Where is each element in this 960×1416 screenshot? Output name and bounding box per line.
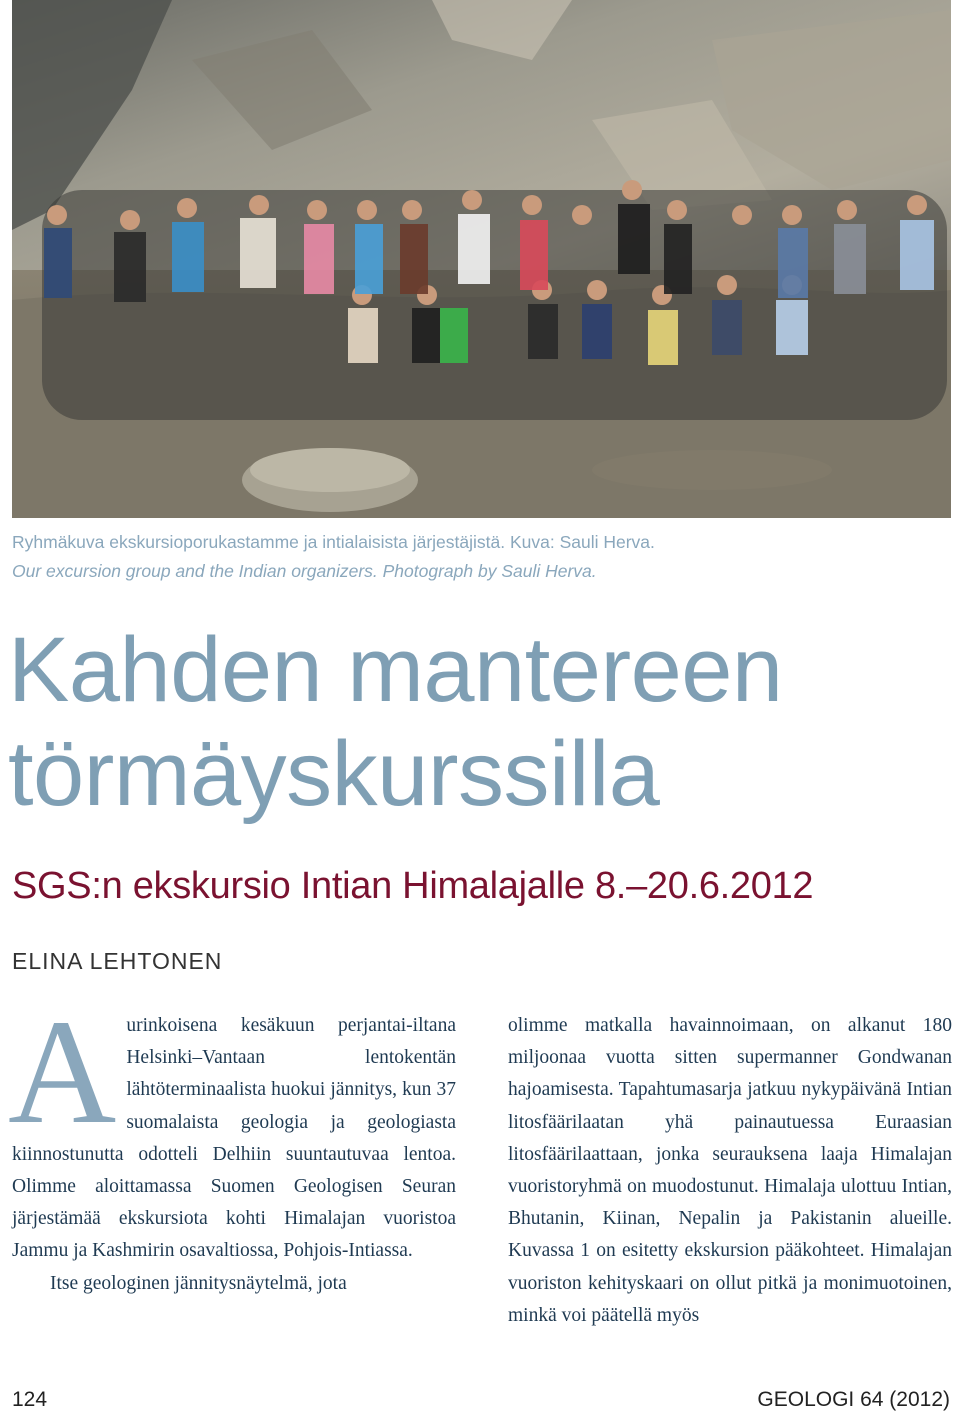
- body-column-left: [8, 989, 456, 1300]
- body-column-right: [508, 1010, 952, 1332]
- paragraph-2: Itse geologinen jännitysnäytelmä, jota: [50, 1272, 347, 1294]
- author-byline: ELINA LEHTONEN: [12, 948, 223, 974]
- caption-english: Our excursion group and the Indian organizers. Photograph by Sauli Herva.: [12, 561, 597, 581]
- title-line-2: törmäyskurssilla: [8, 723, 660, 825]
- group-photo-image: [12, 0, 951, 518]
- photo-caption: [12, 528, 942, 586]
- paragraph-1-text: urinkoisena kesäkuun perjantai-iltana Helsinki–Vantaan lentokentän lähtöterminaalista huokui jännitys, kun 37 suomalaista geologia ja geologiasta kiinnostunutta odotteli Delhiin suuntautuvaa lentoa. Olimme aloittamassa Suomen Geologisen Seuran järjestämää ekskursiota kohti Himalajan vuoristoa Jammu ja Kashmirin osavaltiossa, Pohjois-Intiassa.: [12, 1015, 456, 1262]
- paragraph-3: olimme matkalla havainnoimaan, on alkanut 180 miljoonaa vuotta sitten supermanner Gondwanan hajoamisesta. Tapahtumasarja jatkuu nykypäivänä Intian litosfäärilaatan yhä painautuessa Euraasian litosfäärilaattaan, jonka seurauksena laaja Himalajan vuoristoryhmä on muodostunut. Himalaja ulottuu Intian, Bhutanin, Kiinan, Nepalin ja Pakistanin alueille. Kuvassa 1 on esitetty ekskursion pääkohteet. Himalajan vuoriston kehityskaari on ollut pitkä ja monimuotoinen, minkä voi päätellä myös: [508, 1015, 952, 1326]
- caption-finnish: Ryhmäkuva ekskursioporukastamme ja intialaisista järjestäjistä. Kuva: Sauli Herva.: [12, 532, 655, 552]
- paragraph-1: [8, 989, 456, 1268]
- drop-cap: A: [8, 989, 117, 1155]
- journal-name: GEOLOGI 64 (2012): [757, 1388, 950, 1411]
- page-number: 124: [12, 1388, 48, 1411]
- title-line-1: Kahden mantereen: [8, 619, 783, 721]
- article-subtitle: SGS:n ekskursio Intian Himalajalle 8.–20.6.2012: [12, 865, 814, 907]
- group-photo: [12, 0, 951, 518]
- article-title: [8, 618, 953, 826]
